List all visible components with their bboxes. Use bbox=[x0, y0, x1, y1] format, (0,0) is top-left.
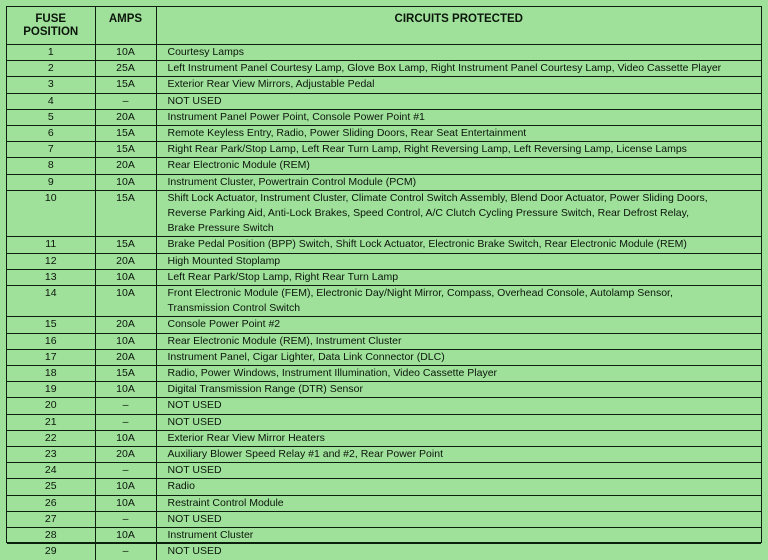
amps-cell: 15A bbox=[95, 237, 156, 253]
circuit-description-line: Radio, Power Windows, Instrument Illumination, Video Cassette Player bbox=[167, 367, 498, 380]
fuse-position-header-line-2: POSITION bbox=[23, 25, 79, 38]
circuit-description-line: Rear Electronic Module (REM), Instrument Cluster bbox=[167, 334, 402, 347]
table-row bbox=[7, 237, 761, 253]
table-row bbox=[7, 317, 761, 333]
circuit-description-line: Instrument Panel, Cigar Lighter, Data Link Connector (DLC) bbox=[167, 350, 445, 363]
amps-cell: 20A bbox=[95, 349, 156, 365]
table-row bbox=[7, 349, 761, 365]
fuse-position-cell: 8 bbox=[7, 158, 95, 174]
fuse-position-cell: 11 bbox=[7, 237, 95, 253]
fuse-position-cell: 5 bbox=[7, 109, 95, 125]
circuits-protected-cell bbox=[156, 495, 761, 511]
circuit-description-line: NOT USED bbox=[167, 415, 222, 428]
circuits-protected-cell bbox=[156, 317, 761, 333]
amps-cell: 10A bbox=[95, 495, 156, 511]
circuit-description-line: Rear Electronic Module (REM) bbox=[167, 159, 310, 172]
fuse-position-cell: 1 bbox=[7, 45, 95, 61]
circuits-protected-cell bbox=[156, 253, 761, 269]
circuit-description-line: Courtesy Lamps bbox=[167, 46, 244, 58]
circuit-description-line: Left Rear Park/Stop Lamp, Right Rear Turn Lamp bbox=[167, 270, 399, 283]
fuse-position-cell: 25 bbox=[7, 479, 95, 495]
circuit-description-line: Instrument Cluster bbox=[167, 529, 254, 542]
fuse-position-cell: 9 bbox=[7, 174, 95, 190]
amps-cell: 10A bbox=[95, 286, 156, 317]
circuit-description-line: NOT USED bbox=[167, 545, 222, 558]
table-header-row bbox=[7, 7, 761, 45]
circuit-description-line: Instrument Cluster, Powertrain Control Module (PCM) bbox=[167, 175, 417, 188]
circuits-protected-cell bbox=[156, 45, 761, 61]
amps-cell: 20A bbox=[95, 109, 156, 125]
amps-cell: – bbox=[95, 93, 156, 109]
fuse-position-cell: 20 bbox=[7, 398, 95, 414]
fuse-table-body bbox=[7, 45, 761, 560]
table-row bbox=[7, 61, 761, 77]
circuit-description-line: Remote Keyless Entry, Radio, Power Sliding Doors, Rear Seat Entertainment bbox=[167, 127, 527, 140]
circuit-description-line: Right Rear Park/Stop Lamp, Left Rear Turn Lamp, Right Reversing Lamp, Left Reversing Lamp, License Lamps bbox=[167, 143, 687, 156]
fuse-position-cell: 23 bbox=[7, 447, 95, 463]
circuits-protected-cell bbox=[156, 286, 761, 317]
circuit-description-line: Instrument Panel Power Point, Console Power Point #1 bbox=[167, 110, 425, 123]
circuit-description-line: NOT USED bbox=[167, 512, 222, 525]
table-row bbox=[7, 333, 761, 349]
fuse-chart-frame bbox=[6, 6, 762, 558]
fuse-position-cell: 17 bbox=[7, 349, 95, 365]
amps-cell: 20A bbox=[95, 317, 156, 333]
table-row bbox=[7, 398, 761, 414]
amps-cell: 15A bbox=[95, 77, 156, 93]
amps-cell: 25A bbox=[95, 61, 156, 77]
amps-cell: 10A bbox=[95, 430, 156, 446]
circuits-protected-cell bbox=[156, 447, 761, 463]
amps-cell: 15A bbox=[95, 142, 156, 158]
circuits-protected-cell bbox=[156, 109, 761, 125]
circuit-description-line: Transmission Control Switch bbox=[167, 302, 301, 315]
circuits-protected-cell bbox=[156, 414, 761, 430]
circuits-protected-cell bbox=[156, 544, 761, 560]
amps-cell: 10A bbox=[95, 479, 156, 495]
fuse-position-cell: 6 bbox=[7, 126, 95, 142]
fuse-position-cell: 19 bbox=[7, 382, 95, 398]
circuit-description-line: NOT USED bbox=[167, 399, 222, 412]
table-row bbox=[7, 109, 761, 125]
circuits-protected-header: CIRCUITS PROTECTED bbox=[156, 7, 761, 45]
amps-cell: – bbox=[95, 414, 156, 430]
fuse-position-cell: 27 bbox=[7, 511, 95, 527]
circuits-protected-cell bbox=[156, 269, 761, 285]
fuse-position-cell: 26 bbox=[7, 495, 95, 511]
fuse-position-cell: 15 bbox=[7, 317, 95, 333]
fuse-position-header bbox=[7, 7, 95, 45]
circuits-protected-cell bbox=[156, 126, 761, 142]
circuit-description-line: Restraint Control Module bbox=[167, 496, 284, 509]
circuits-protected-cell bbox=[156, 479, 761, 495]
fuse-position-cell: 18 bbox=[7, 366, 95, 382]
table-row bbox=[7, 253, 761, 269]
table-row bbox=[7, 269, 761, 285]
amps-cell: 15A bbox=[95, 366, 156, 382]
table-row bbox=[7, 174, 761, 190]
circuit-description-line: Radio bbox=[167, 480, 195, 493]
circuits-protected-cell bbox=[156, 237, 761, 253]
circuit-description-line: Auxiliary Blower Speed Relay #1 and #2, Rear Power Point bbox=[167, 448, 443, 461]
table-row bbox=[7, 463, 761, 479]
circuit-description-line: Left Instrument Panel Courtesy Lamp, Glove Box Lamp, Right Instrument Panel Courtesy Lamp, Video Cassette Player bbox=[167, 62, 722, 75]
circuits-protected-cell bbox=[156, 93, 761, 109]
fuse-position-cell: 29 bbox=[7, 544, 95, 560]
table-row bbox=[7, 511, 761, 527]
circuits-protected-cell bbox=[156, 158, 761, 174]
table-row bbox=[7, 430, 761, 446]
circuits-protected-cell bbox=[156, 398, 761, 414]
circuit-description-line: Digital Transmission Range (DTR) Sensor bbox=[167, 383, 363, 396]
circuit-description-line: Shift Lock Actuator, Instrument Cluster, Climate Control Switch Assembly, Blend Door Actuator, Power Sliding Doors, bbox=[167, 191, 708, 204]
amps-cell: 10A bbox=[95, 45, 156, 61]
circuits-protected-cell bbox=[156, 366, 761, 382]
fuse-position-cell: 13 bbox=[7, 269, 95, 285]
fuse-position-cell: 3 bbox=[7, 77, 95, 93]
table-row bbox=[7, 528, 761, 544]
table-row bbox=[7, 366, 761, 382]
circuits-protected-cell bbox=[156, 349, 761, 365]
amps-cell: 10A bbox=[95, 333, 156, 349]
amps-cell: 20A bbox=[95, 447, 156, 463]
table-row bbox=[7, 93, 761, 109]
fuse-position-cell: 24 bbox=[7, 463, 95, 479]
amps-cell: 20A bbox=[95, 158, 156, 174]
table-row bbox=[7, 414, 761, 430]
circuit-description-line: NOT USED bbox=[167, 464, 222, 477]
fuse-position-cell: 14 bbox=[7, 286, 95, 317]
table-row bbox=[7, 479, 761, 495]
table-row bbox=[7, 142, 761, 158]
amps-cell: 10A bbox=[95, 382, 156, 398]
circuits-protected-cell bbox=[156, 61, 761, 77]
amps-header: AMPS bbox=[95, 7, 156, 45]
table-row bbox=[7, 544, 761, 560]
circuits-protected-cell bbox=[156, 333, 761, 349]
table-row bbox=[7, 158, 761, 174]
table-row bbox=[7, 190, 761, 237]
fuse-position-cell: 2 bbox=[7, 61, 95, 77]
circuits-protected-cell bbox=[156, 77, 761, 93]
circuits-protected-cell bbox=[156, 511, 761, 527]
circuit-description-line: Exterior Rear View Mirrors, Adjustable Pedal bbox=[167, 78, 375, 91]
fuse-position-cell: 10 bbox=[7, 190, 95, 237]
table-row bbox=[7, 495, 761, 511]
amps-cell: 15A bbox=[95, 126, 156, 142]
amps-cell: 10A bbox=[95, 528, 156, 544]
fuse-position-cell: 4 bbox=[7, 93, 95, 109]
circuit-description-line: High Mounted Stoplamp bbox=[167, 254, 281, 267]
circuit-description-line: Console Power Point #2 bbox=[167, 318, 281, 331]
fuse-position-cell: 22 bbox=[7, 430, 95, 446]
amps-cell: – bbox=[95, 398, 156, 414]
circuit-description-line: Exterior Rear View Mirror Heaters bbox=[167, 431, 325, 444]
amps-cell: 10A bbox=[95, 269, 156, 285]
fuse-position-cell: 7 bbox=[7, 142, 95, 158]
table-row bbox=[7, 447, 761, 463]
circuit-description-line: NOT USED bbox=[167, 94, 222, 107]
fuse-position-cell: 28 bbox=[7, 528, 95, 544]
table-row bbox=[7, 77, 761, 93]
circuits-protected-cell bbox=[156, 430, 761, 446]
amps-cell: 10A bbox=[95, 174, 156, 190]
circuit-description-line: Reverse Parking Aid, Anti-Lock Brakes, Speed Control, A/C Clutch Cycling Pressure Switch, Rear Defrost Relay, bbox=[167, 207, 690, 220]
amps-cell: – bbox=[95, 511, 156, 527]
table-row bbox=[7, 382, 761, 398]
circuits-protected-cell bbox=[156, 174, 761, 190]
amps-cell: – bbox=[95, 463, 156, 479]
fuse-position-cell: 21 bbox=[7, 414, 95, 430]
table-row bbox=[7, 126, 761, 142]
amps-cell: – bbox=[95, 544, 156, 560]
circuits-protected-cell bbox=[156, 382, 761, 398]
amps-cell: 20A bbox=[95, 253, 156, 269]
table-row bbox=[7, 286, 761, 317]
amps-cell: 15A bbox=[95, 190, 156, 237]
circuits-protected-cell bbox=[156, 190, 761, 237]
circuits-protected-cell bbox=[156, 528, 761, 544]
fuse-position-cell: 16 bbox=[7, 333, 95, 349]
circuit-description-line: Brake Pressure Switch bbox=[167, 222, 274, 235]
circuit-description-line: Brake Pedal Position (BPP) Switch, Shift Lock Actuator, Electronic Brake Switch, Rear Electronic Module (REM) bbox=[167, 238, 687, 251]
fuse-position-header-line-1: FUSE bbox=[35, 12, 67, 25]
fuse-table bbox=[7, 7, 761, 560]
fuse-position-cell: 12 bbox=[7, 253, 95, 269]
circuits-protected-cell bbox=[156, 142, 761, 158]
table-row bbox=[7, 45, 761, 61]
circuits-protected-cell bbox=[156, 463, 761, 479]
circuit-description-line: Front Electronic Module (FEM), Electronic Day/Night Mirror, Compass, Overhead Console, Autolamp Sensor, bbox=[167, 287, 673, 300]
